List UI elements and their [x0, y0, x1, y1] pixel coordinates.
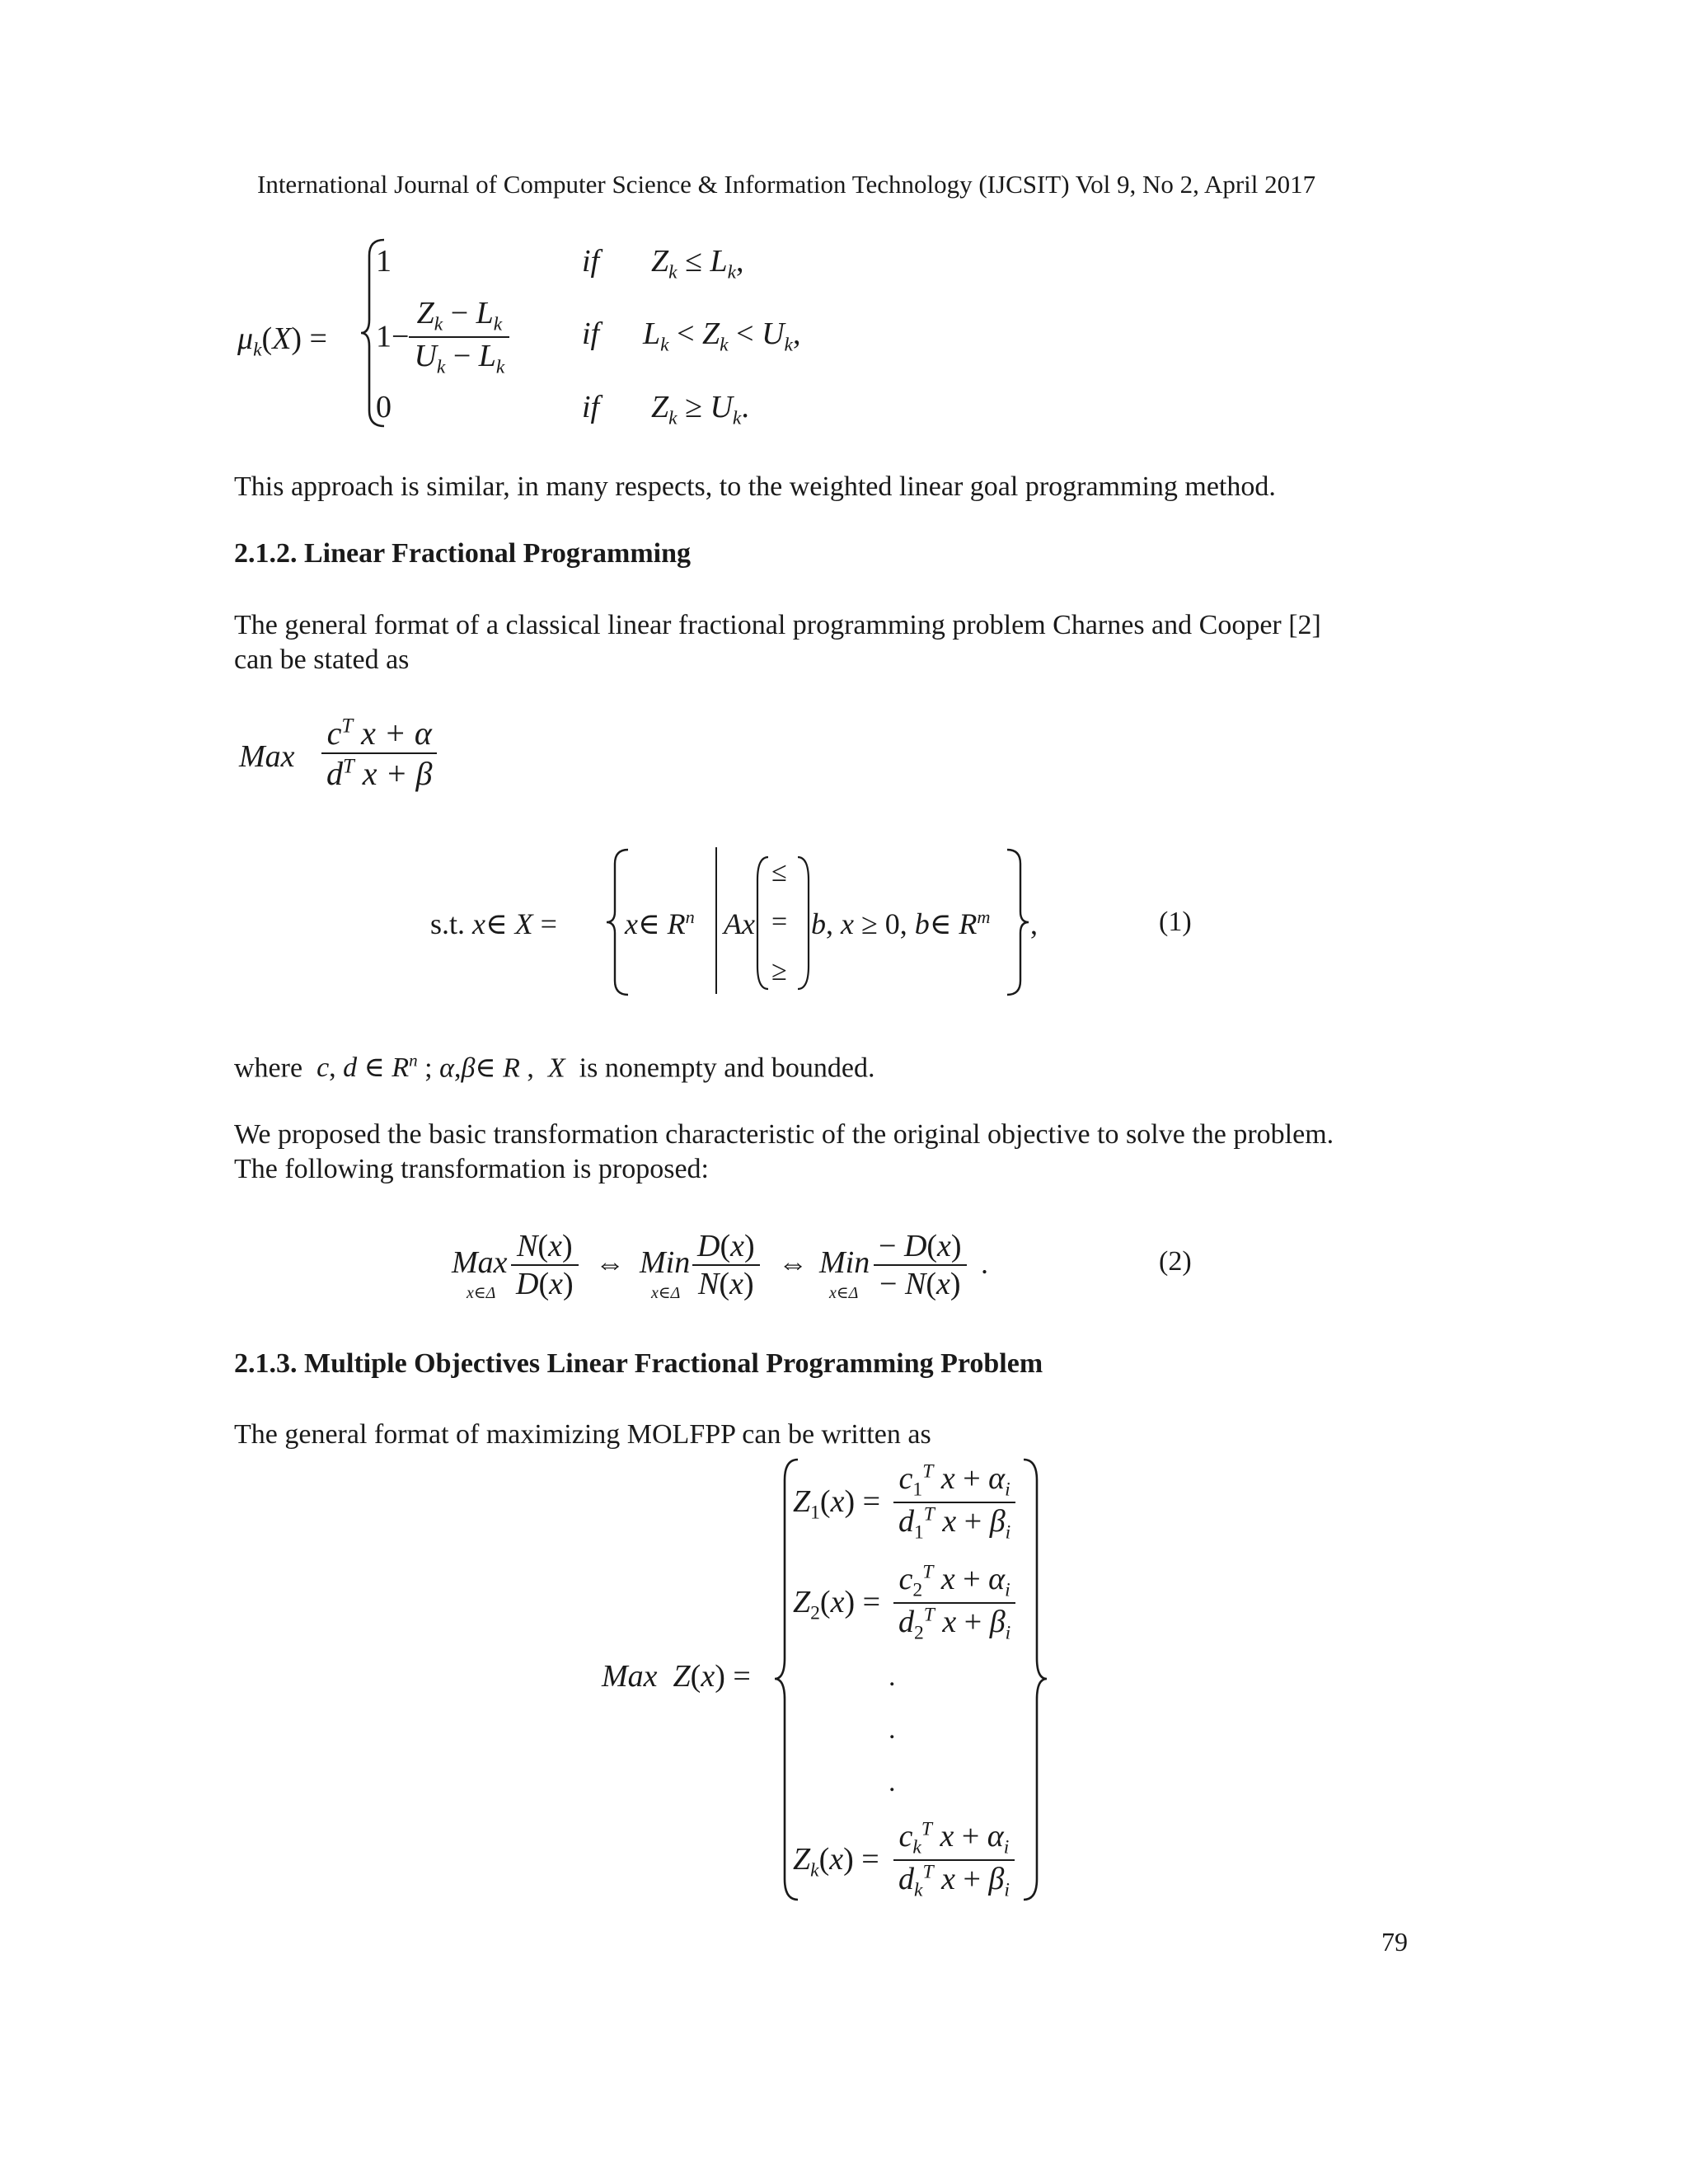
case2-if: if [582, 316, 600, 351]
case3-value: 0 [376, 390, 392, 424]
paragraph-where: where c, d ∈ $R^n$ ; α,β∈ R , X is nonempty and bounded. [234, 1051, 875, 1084]
paragraph-transform-line2: The following transformation is proposed: [234, 1154, 710, 1184]
relation-eq: = [771, 907, 788, 937]
transform-min-1: Min [640, 1245, 691, 1280]
case2-fraction: $\frac{Z_k - L_k}{U_k - L_k}$ [409, 295, 509, 378]
case2-value: 1− $\frac{Z_k - L_k}{U_k - L_k}$ [376, 295, 509, 378]
relation-left-paren [757, 855, 770, 991]
case1-if: if [582, 244, 600, 279]
set-conditions: b, x ≥ 0, b∈ $R^m$ [811, 907, 991, 940]
paragraph-molfpp: The general format of maximizing MOLFPP can be written as [234, 1419, 931, 1450]
iff-symbol-1: ⇔ [595, 1247, 625, 1280]
paragraph-lfp-line1: The general format of a classical linear fractional programming problem Charnes and Cooper [2] [234, 610, 1321, 640]
relation-le: ≤ [771, 857, 787, 888]
relation-right-paren [796, 855, 809, 991]
page-number: 79 [1381, 1927, 1408, 1957]
transform-frac-3: $\frac{- D(x)}{- N(x)}$ [874, 1228, 967, 1302]
case1-condition: $Z_k \le L_k$, [651, 244, 744, 284]
set-right-brace [1006, 847, 1030, 997]
set-element: x∈ $R^n$ [625, 907, 695, 940]
molfpp-right-brace [1022, 1457, 1047, 1902]
molfpp-z1: $Z_1(x)$ = [793, 1484, 881, 1524]
paragraph-lfp-line2: can be stated as [234, 644, 410, 675]
molfpp-frac-k: $c_k^T$ $x + \alpha_i$ $d_k^T$ $x + \beta_i$ [893, 1818, 1015, 1901]
lfp-max-label: Max [239, 739, 295, 774]
transform-min-2: Min [819, 1245, 870, 1280]
molfpp-zk: $Z_k(x)$ = [793, 1842, 879, 1882]
paragraph-transform-line1: We proposed the basic transformation characteristic of the original objective to solve the problem. [234, 1119, 1334, 1150]
equation-number-2: (2) [1159, 1246, 1192, 1277]
case1-value: 1 [376, 244, 392, 279]
paragraph-approach: This approach is similar, in many respects, to the weighted linear goal programming method. [234, 471, 1276, 502]
molfpp-dot-1: . [889, 1661, 896, 1692]
transform-frac-1: $\frac{N(x)}{D(x)}$ [511, 1228, 579, 1302]
relation-ge: ≥ [771, 956, 787, 987]
transform-max: Max [452, 1245, 508, 1280]
membership-lhs: $\mu_k(X)$ = [237, 321, 327, 361]
transform-sub-3: x∈Δ [829, 1284, 859, 1302]
transform-frac-2: $\frac{D(x)}{N(x)}$ [692, 1228, 760, 1302]
section-heading-2-1-3: 2.1.3. Multiple Objectives Linear Fractional Programming Problem [234, 1348, 1043, 1379]
lfp-objective-fraction: $\frac{c^T x + \alpha}{d^T x + \beta}$ [321, 714, 437, 793]
transform-sub-1: x∈Δ [467, 1284, 496, 1302]
constraint-st: s.t. x∈ X = [430, 907, 557, 940]
transform-period: . [981, 1247, 988, 1280]
set-ax: Ax [724, 907, 755, 940]
set-separator-bar [715, 847, 717, 994]
section-heading-2-1-2: 2.1.2. Linear Fractional Programming [234, 538, 692, 569]
iff-symbol-2: ⇔ [778, 1247, 808, 1280]
molfpp-dot-3: . [889, 1767, 896, 1797]
molfpp-lhs: Max Z(x) = [602, 1659, 751, 1694]
case3-condition: $Z_k \ge U_k$. [651, 390, 749, 429]
molfpp-frac-2: $\frac{c_2^T x + \alpha_i}{d_2^T x + \beta_i}$ [893, 1561, 1015, 1644]
set-trailing-comma: , [1030, 907, 1038, 940]
molfpp-dot-2: . [889, 1714, 896, 1745]
running-header: International Journal of Computer Science & Information Technology (IJCSIT) Vol 9, No 2, April 2017 [257, 170, 1316, 199]
molfpp-frac-1: $\frac{c_1^T x + \alpha_i}{d_1^T x + \beta_i}$ [893, 1460, 1015, 1544]
equation-number-1: (1) [1159, 907, 1192, 937]
molfpp-z2: $Z_2(x)$ = [793, 1585, 881, 1624]
case2-condition: $L_k < Z_k < U_k$, [643, 316, 801, 356]
transform-sub-2: x∈Δ [651, 1284, 681, 1302]
case3-if: if [582, 390, 600, 424]
